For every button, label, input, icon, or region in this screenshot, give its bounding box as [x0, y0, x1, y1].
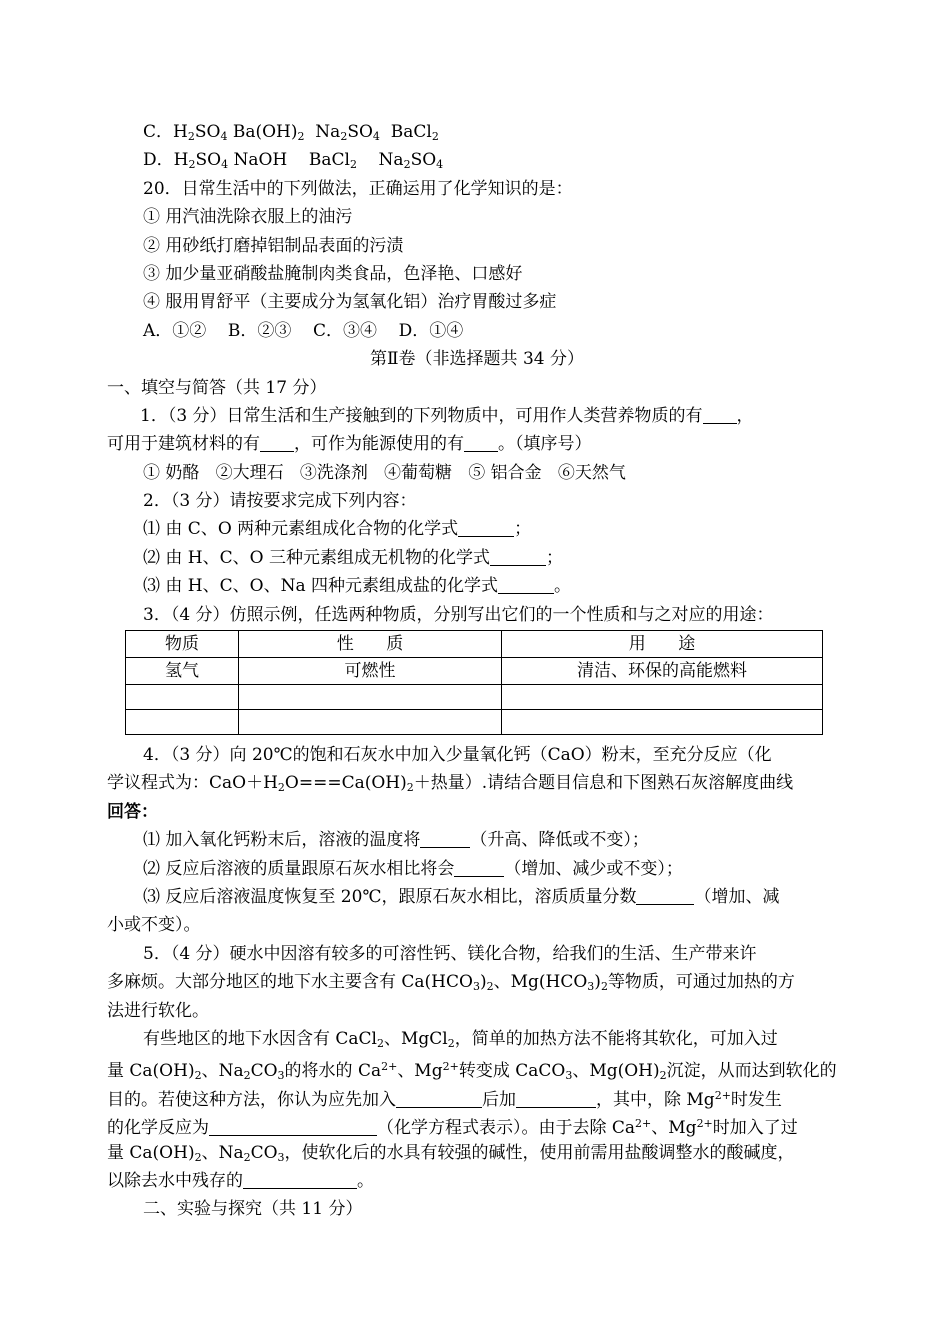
- part2-title: 第Ⅱ卷（非选择题共 34 分）: [370, 349, 584, 370]
- q4-part-3: ⑶ 反应后溶液温度恢复至 20℃，跟原石灰水相比，溶质质量分数 （增加、减: [143, 886, 780, 907]
- table-row: [126, 685, 823, 710]
- q5-line-1: 5．（4 分）硬水中因溶有较多的可溶性钙、镁化合物，给我们的生活、生产带来许: [143, 943, 757, 964]
- q1-blank-building[interactable]: [260, 433, 294, 452]
- answer-cell[interactable]: [239, 710, 502, 735]
- answer-cell[interactable]: [502, 685, 823, 710]
- q4-blank-2[interactable]: [454, 858, 504, 877]
- table-row: [126, 658, 823, 685]
- header-use: 用 途: [502, 631, 823, 658]
- q20-stem: 20．日常生活中的下列做法，正确运用了化学知识的是：: [143, 178, 573, 199]
- q5-p2-line-4: 的化学反应为 （化学方程式表示）。由于去除 $Ca^{2+}$、$Mg^{2+}$时加入了过: [107, 1117, 798, 1139]
- q20-item-2: ② 用砂纸打磨掉铝制品表面的污渍: [143, 235, 404, 256]
- answer-cell[interactable]: [502, 710, 823, 735]
- q4-blank-3[interactable]: [636, 886, 694, 905]
- q4-line-1: 4．（3 分）向 20℃的饱和石灰水中加入少量氧化钙（CaO）粉末，至充分反应（化: [143, 745, 772, 766]
- q5-blank-first[interactable]: [396, 1089, 482, 1108]
- q4-line-3: 回答：: [107, 801, 158, 822]
- section1-heading: 一、填空与简答（共 17 分）: [107, 377, 327, 398]
- answer-cell[interactable]: [239, 685, 502, 710]
- q1-blank-energy[interactable]: [464, 433, 498, 452]
- q2-stem: 2．（3 分）请按要求完成下列内容：: [143, 491, 417, 512]
- q5-line-2: 多麻烦。大部分地区的地下水主要含有 $Ca(HCO_3)_2$、$Mg(HCO_3)_2$等物质，可通过加热的方: [107, 972, 795, 994]
- q2-part-2: ⑵ 由 H、C、O 三种元素组成无机物的化学式 ；: [143, 547, 563, 568]
- q1-line-1: 1．（3 分）日常生活和生产接触到的下列物质中，可用作人类营养物质的有 ，: [140, 405, 754, 426]
- property-use-table: [125, 630, 823, 735]
- q4-blank-1[interactable]: [420, 829, 470, 848]
- q2-blank-3[interactable]: [498, 575, 554, 594]
- example-substance: 氢气: [126, 658, 239, 685]
- q5-p2-line-1: 有些地区的地下水因含有 CaCl$_2$、MgCl$_2$，简单的加热方法不能将其软化，可加入过: [143, 1028, 778, 1050]
- q20-choices: A．①② B．②③ C．③④ D．①④: [143, 320, 464, 341]
- q5-p2-line-6: 以除去水中残存的 。: [107, 1170, 374, 1191]
- table-row: [126, 710, 823, 735]
- option-d: D．$H_2SO_4$ NaOH BaCl$_2$ $Na_2SO_4$: [143, 150, 444, 172]
- answer-cell[interactable]: [126, 710, 239, 735]
- example-property: 可燃性: [239, 658, 502, 685]
- q3-stem: 3．（4 分）仿照示例，任选两种物质，分别写出它们的一个性质和与之对应的用途：: [143, 604, 774, 625]
- header-substance: 物质: [126, 631, 239, 658]
- q4-part-2: ⑵ 反应后溶液的质量跟原石灰水相比将会 （增加、减少或不变）；: [143, 858, 683, 879]
- q4-part-1: ⑴ 加入氧化钙粉末后，溶液的温度将 （升高、降低或不变）；: [143, 830, 649, 851]
- q5-blank-equation[interactable]: [209, 1117, 377, 1136]
- header-property: 性 质: [239, 631, 502, 658]
- section2-heading: 二、实验与探究（共 11 分）: [143, 1199, 363, 1220]
- q5-p2-line-3: 目的。若使这种方法，你认为应先加入 后加 ，其中，除 $Mg^{2+}$时发生: [107, 1088, 782, 1110]
- q20-item-3: ③ 加少量亚硝酸盐腌制肉类食品，色泽艳、口感好: [143, 263, 523, 284]
- q1-line-2: 可用于建筑材料的有 ，可作为能源使用的有 。（填序号）: [107, 434, 592, 455]
- q5-line-3: 法进行软化。: [107, 1000, 209, 1021]
- table-header-row: [126, 631, 823, 658]
- q2-part-1: ⑴ 由 C、O 两种元素组成化合物的化学式 ；: [143, 519, 532, 540]
- q2-blank-1[interactable]: [458, 518, 514, 537]
- q5-blank-residual[interactable]: [243, 1170, 357, 1189]
- q20-item-1: ① 用汽油洗除衣服上的油污: [143, 207, 353, 228]
- q5-p2-line-2: 量 $Ca(OH)_2$、$Na_2CO_3$的将水的 $Ca^{2+}$、$Mg^{2+}$转变成 CaCO$_3$、$Mg(OH)_2$沉淀，从而达到软化的: [107, 1060, 837, 1083]
- q4-part-3-cont: 小或不变）。: [107, 915, 201, 936]
- option-c: C．$H_2SO_4$ $Ba(OH)_2$ $Na_2SO_4$ BaCl$_2$: [143, 122, 439, 143]
- example-use: 清洁、环保的高能燃料: [502, 658, 823, 685]
- q5-blank-second[interactable]: [516, 1089, 596, 1108]
- q1-blank-nutrition[interactable]: [703, 405, 737, 424]
- q2-part-3: ⑶ 由 H、C、O、Na 四种元素组成盐的化学式 。: [143, 576, 571, 597]
- q4-line-2: 学议程式为：$CaO+H_2O===Ca(OH)_2+$热量）.请结合题目信息和下图熟石灰溶解度曲线: [107, 773, 794, 795]
- q2-blank-2[interactable]: [490, 547, 546, 566]
- q5-p2-line-5: 量 $Ca(OH)_2$、$Na_2CO_3$，使软化后的水具有较强的碱性，使用前需用盐酸调整水的酸碱度，: [107, 1142, 795, 1164]
- q1-options: ① 奶酪 ②大理石 ③洗涤剂 ④葡萄糖 ⑤ 铝合金 ⑥天然气: [143, 462, 626, 483]
- answer-cell[interactable]: [126, 685, 239, 710]
- exam-page: [107, 118, 847, 1224]
- q20-item-4: ④ 服用胃舒平（主要成分为氢氧化铝）治疗胃酸过多症: [143, 292, 557, 313]
